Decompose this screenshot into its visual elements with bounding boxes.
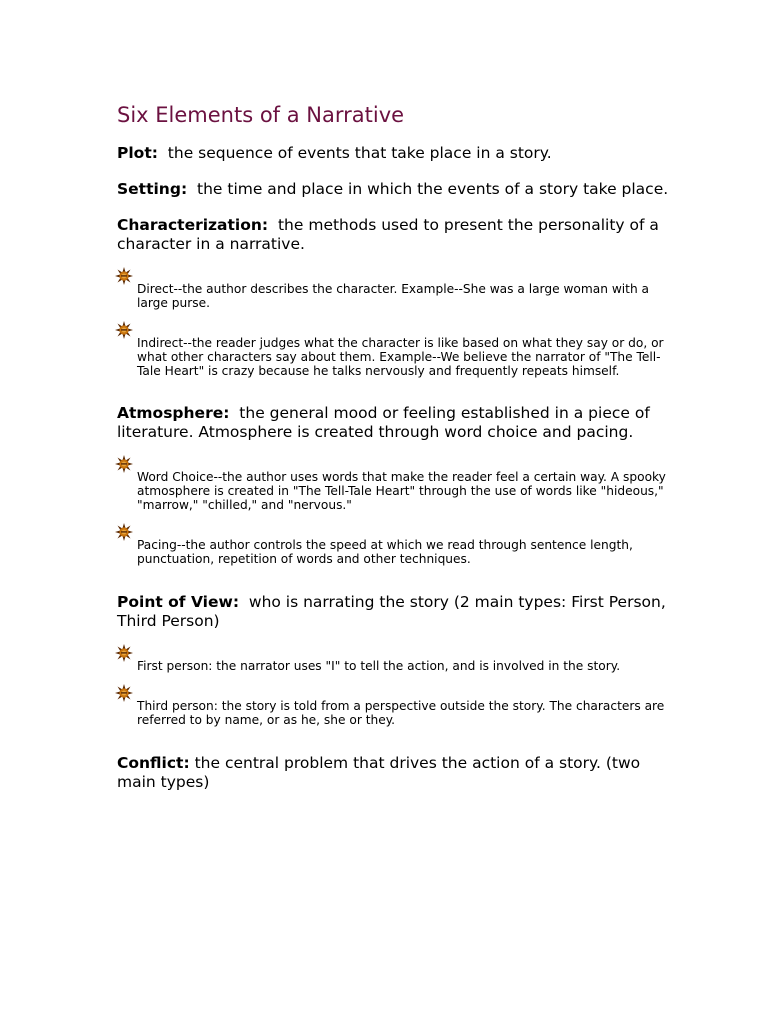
characterization-paragraph bbox=[117, 216, 677, 254]
sun-burst-icon bbox=[115, 455, 133, 473]
list-item-text: Third person: the story is told from a perspective outside the story. The characters are referred to by name, or as he, she or they. bbox=[137, 699, 665, 727]
atmosphere-bullets bbox=[117, 455, 677, 566]
atmosphere-paragraph bbox=[117, 404, 677, 442]
conflict-paragraph bbox=[117, 754, 677, 792]
plot-definition: the sequence of events that take place in a story. bbox=[167, 144, 552, 162]
point-of-view-term: Point of View: bbox=[117, 593, 240, 611]
list-item-text: Direct--the author describes the character. Example--She was a large woman with a large purse. bbox=[137, 282, 650, 310]
list-item-text: Indirect--the reader judges what the character is like based on what they say or do, or what other characters say about them. Example--We believe the narrator of "The Tell-Tale Heart" is crazy because he talks nervously and frequently repeats himself. bbox=[137, 336, 664, 378]
characterization-term: Characterization: bbox=[117, 216, 269, 234]
list-item bbox=[117, 684, 677, 727]
setting-definition: the time and place in which the events of a story take place. bbox=[197, 180, 669, 198]
setting-paragraph bbox=[117, 180, 677, 199]
plot-term: Plot: bbox=[117, 144, 158, 162]
page-title: Six Elements of a Narrative bbox=[117, 103, 405, 127]
sun-burst-icon bbox=[115, 321, 133, 339]
point-of-view-definition: who is narrating the story (2 main types: First Person, Third Person) bbox=[117, 593, 666, 630]
list-item bbox=[117, 455, 677, 512]
sun-burst-icon bbox=[115, 523, 133, 541]
list-item-text: Word Choice--the author uses words that make the reader feel a certain way. A spooky atmosphere is created in "The Tell-Tale Heart" through the use of words like "hideous," "marrow," "chilled," and "nervous." bbox=[137, 470, 666, 512]
sun-burst-icon bbox=[115, 644, 133, 662]
conflict-term: Conflict: bbox=[117, 754, 190, 772]
list-item bbox=[117, 644, 677, 673]
setting-term: Setting: bbox=[117, 180, 188, 198]
atmosphere-definition: the general mood or feeling established in a piece of literature. Atmosphere is created through word choice and pacing. bbox=[117, 404, 650, 441]
document-page bbox=[117, 100, 677, 792]
point-of-view-bullets bbox=[117, 644, 677, 727]
plot-paragraph bbox=[117, 144, 677, 163]
point-of-view-paragraph bbox=[117, 593, 677, 631]
characterization-bullets bbox=[117, 267, 677, 378]
characterization-definition: the methods used to present the personality of a character in a narrative. bbox=[117, 216, 659, 253]
sun-burst-icon bbox=[115, 684, 133, 702]
list-item-text: Pacing--the author controls the speed at which we read through sentence length, punctuation, repetition of words and other techniques. bbox=[137, 538, 633, 566]
atmosphere-term: Atmosphere: bbox=[117, 404, 230, 422]
list-item-text: First person: the narrator uses "I" to tell the action, and is involved in the story. bbox=[137, 659, 621, 673]
sun-burst-icon bbox=[115, 267, 133, 285]
list-item bbox=[117, 267, 677, 310]
list-item bbox=[117, 321, 677, 378]
list-item bbox=[117, 523, 677, 566]
conflict-definition: the central problem that drives the action of a story. (two main types) bbox=[117, 754, 641, 791]
